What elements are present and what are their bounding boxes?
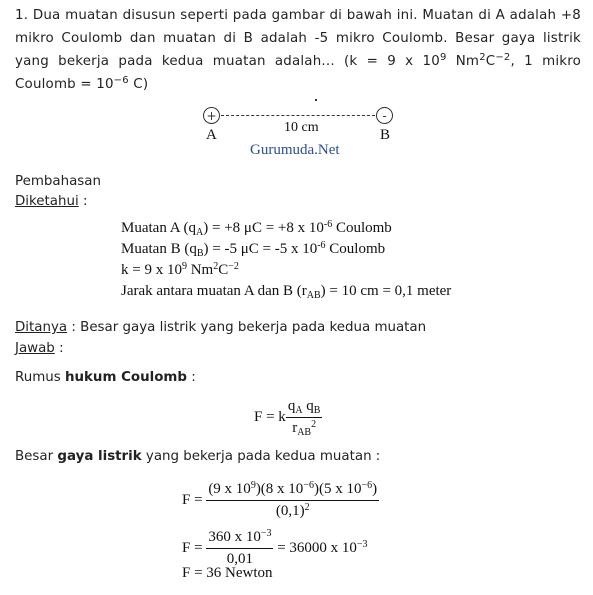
solution-heading: Pembahasan [15, 174, 101, 189]
charges-diagram [190, 96, 420, 160]
given-qa: Muatan A $(q_A) = +8$ μC = +8 x $10^{-6}$ Coulomb [121, 219, 392, 238]
given-r: Jarak antara muatan A dan B $(r_{AB}) = 10$ cm = 0,1 meter [121, 283, 452, 301]
charge-a-circle: + [203, 107, 220, 124]
given-qb: Muatan B $(q_B) = -5$ μC = -5 x $10^{-6}$ Coulomb [121, 240, 386, 259]
question-text: 1. Dua muatan disusun seperti pada gambar di bawah ini. Muatan di A adalah +8 mikro Coulomb dan muatan di B adalah -5 mikro Coulomb. Besar gaya listrik yang bekerja pada kedua muatan adalah... (k = 9 x $10^9$ $Nm^2C^{-2}$, 1 mikro Coulomb = $10^{-6}$ C) [15, 8, 581, 92]
watermark: Gurumuda.Net [250, 142, 340, 158]
given-label: Diketahui [15, 194, 79, 209]
asked-label: Ditanya [15, 320, 68, 335]
asked-line: Ditanya : Besar gaya listrik yang bekerja pada kedua muatan [15, 320, 427, 335]
given-heading: Diketahui : [15, 194, 88, 209]
equation-1: F = $\frac{(9 x 10^9)(8 x 10^{-6})(5 x 10^{-6})}{(0,1)^2}$ [182, 480, 378, 519]
diagram-dot [315, 99, 317, 101]
equation-3: F = 36 Newton [182, 565, 273, 581]
answer-heading: Jawab : [15, 341, 64, 356]
distance-line [221, 115, 375, 116]
answer-label: Jawab [15, 341, 55, 356]
given-list [121, 218, 451, 302]
force-line: Besar gaya listrik yang bekerja pada kedua muatan : [15, 449, 381, 464]
distance-label: 10 cm [284, 120, 319, 135]
rumus-line: Rumus hukum Coulomb : [15, 370, 196, 385]
equation-2: F = $\frac{360 x 10^{-3}}{0,01}$ = 36000 x $10^{-3}$ [182, 528, 368, 567]
given-k: k = 9 x $10^9$ $Nm^2C^{-2}$ [121, 261, 239, 278]
charge-b-circle: - [376, 107, 393, 124]
label-b: B [380, 127, 391, 143]
label-a: A [206, 127, 217, 143]
coulomb-formula: F = k $\frac{q_A q_B}{r_{AB}^2}$ [254, 398, 321, 438]
